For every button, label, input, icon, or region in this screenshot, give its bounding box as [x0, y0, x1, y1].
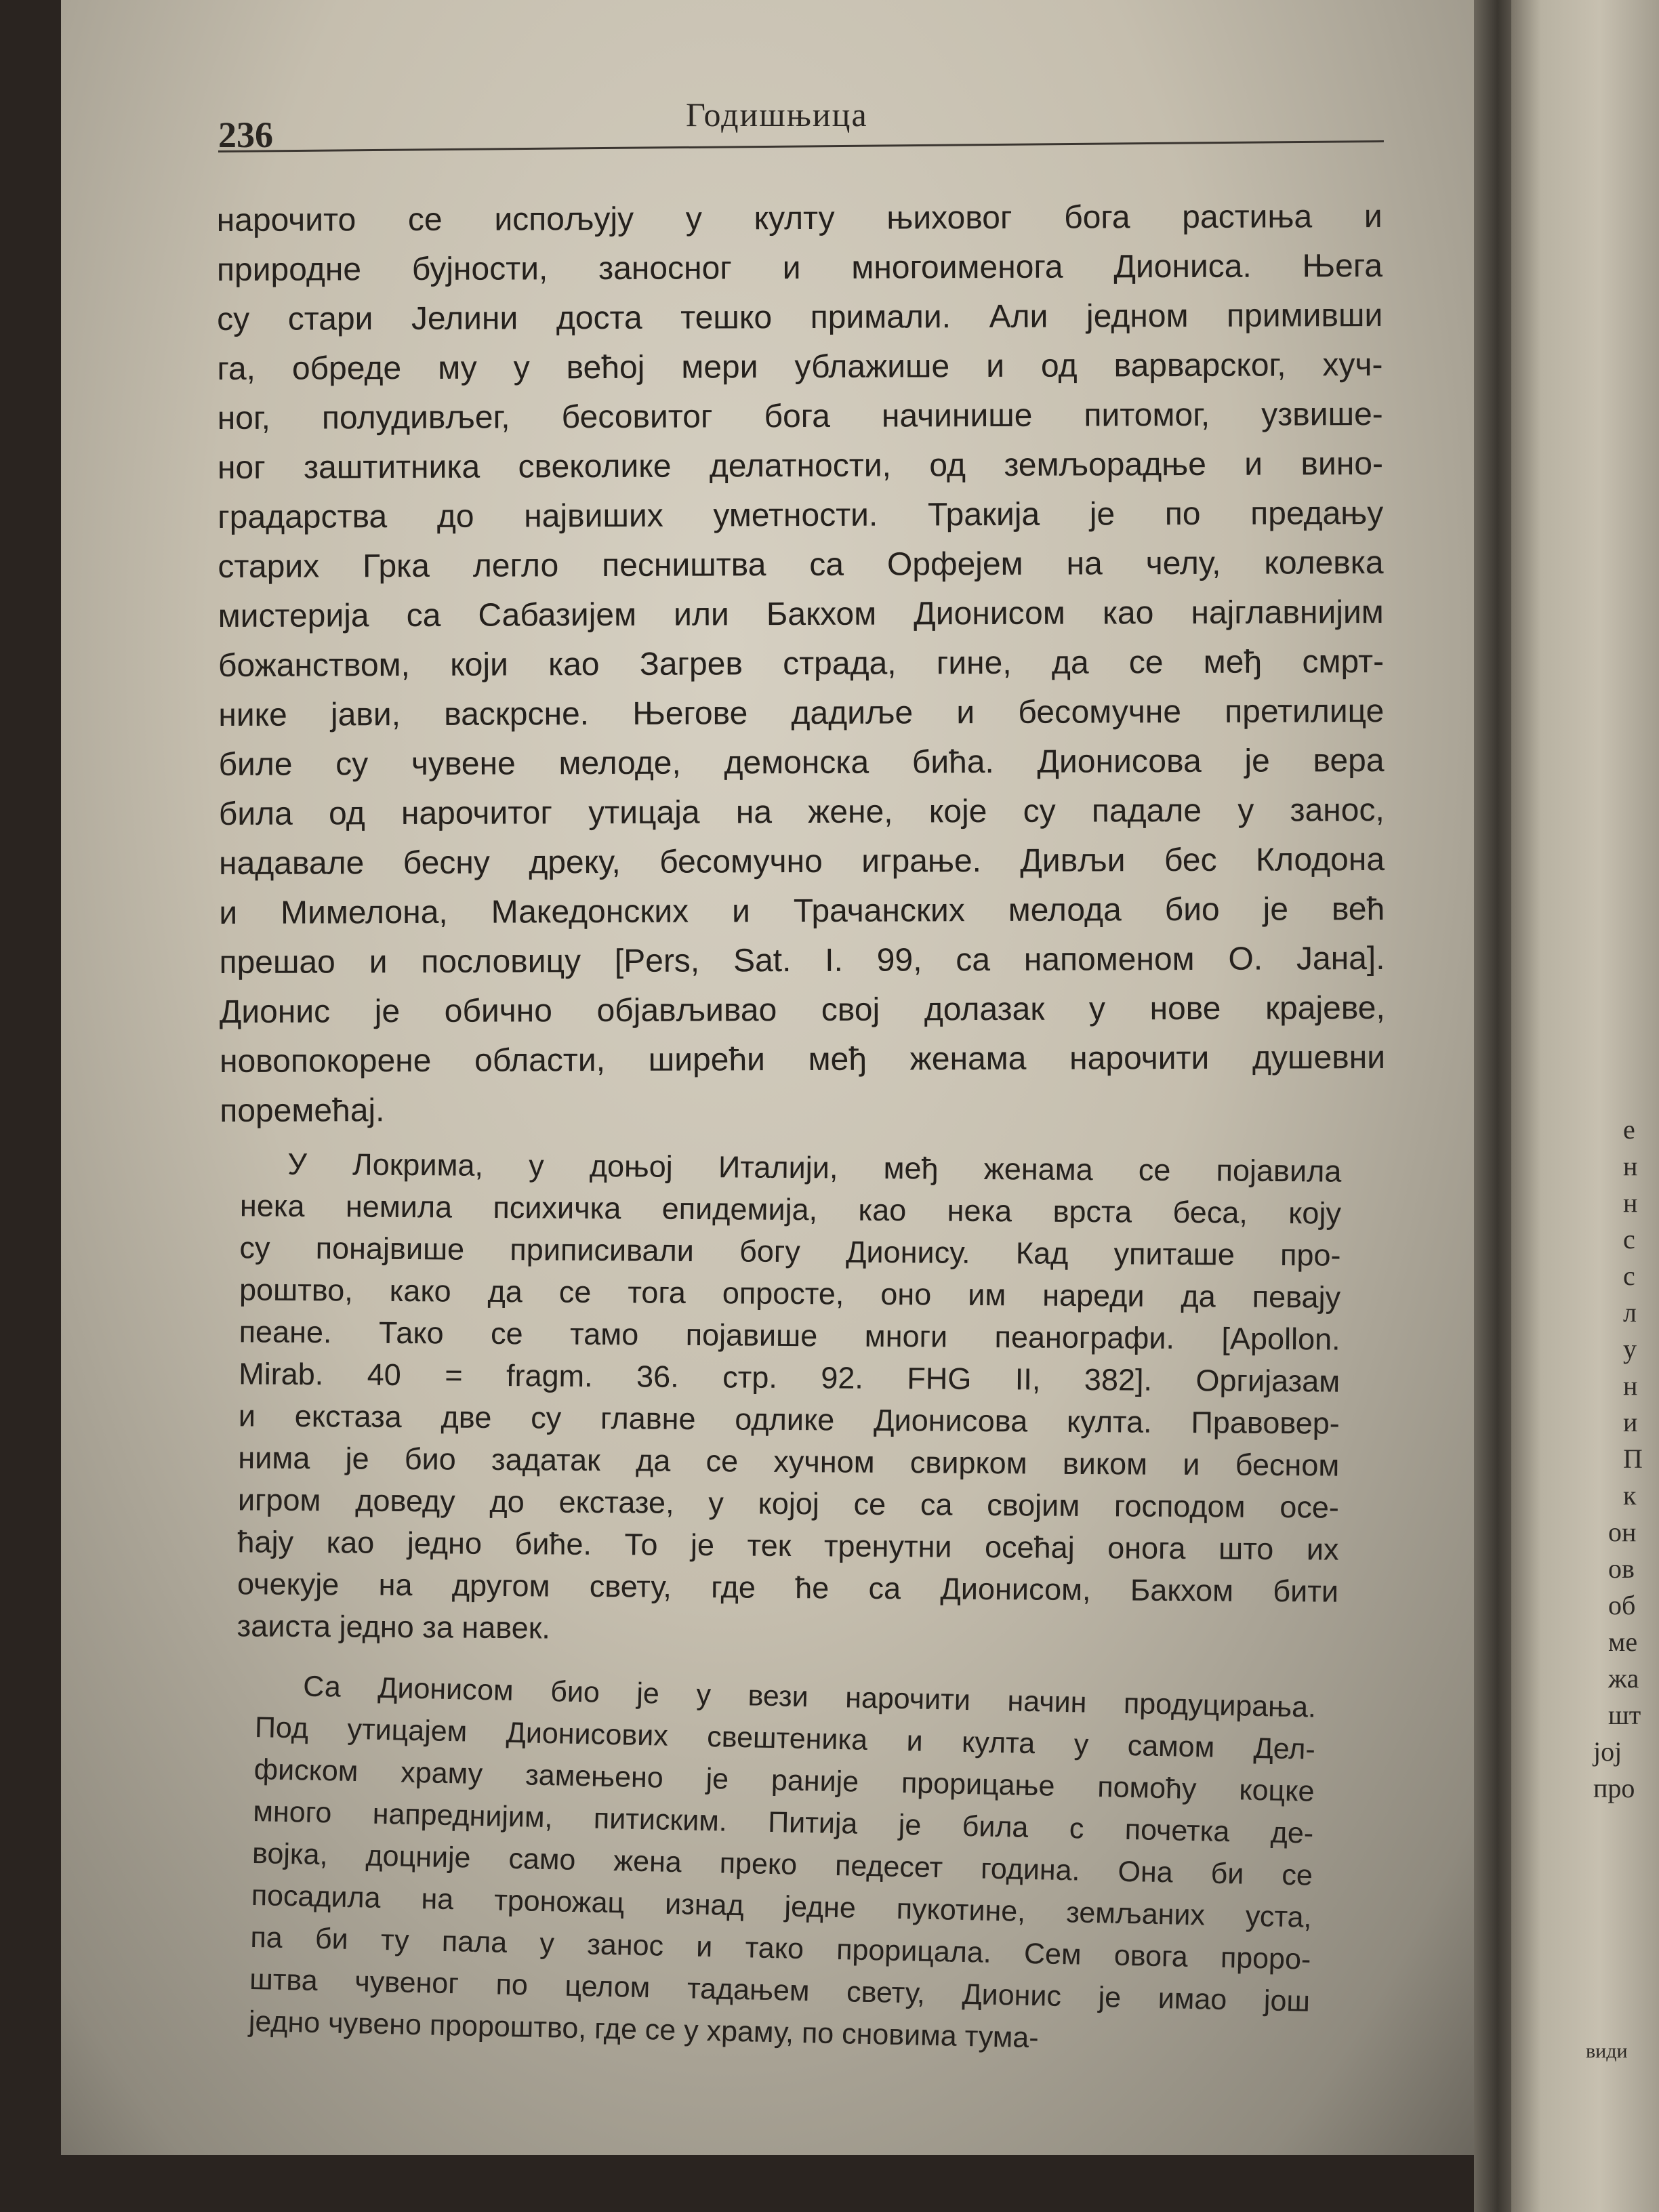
text-line: Mirab. 40 = fragm. 36. стр. 92. FHG II, 382]. Оргијазам	[239, 1356, 1340, 1399]
text-line: па би ту пала у занос и тако прорицала. Сем овога проро-	[250, 1921, 1311, 1976]
text-line: Под утицајем Дионисових свештеника и култа у самом Дел-	[254, 1711, 1316, 1766]
text-line: га, обреде му у већој мери ублажише и од варварског, хуч-	[217, 347, 1383, 388]
facing-page-fragment: к	[1623, 1480, 1637, 1511]
text-line: нима је био задатак да се хучном свирком виком и бесном	[238, 1440, 1340, 1483]
facing-page-fragment: н	[1623, 1151, 1638, 1181]
text-line: и екстаза две су главне одлике Дионисова култа. Правовер-	[238, 1398, 1340, 1441]
text-line: поремећај.	[220, 1092, 385, 1129]
text-line: пеане. Тако се тамо појавише многи пеанографи. [Apollon.	[239, 1314, 1340, 1357]
text-line: игром доведу до екстазе, у којој се са својим господом осе-	[237, 1482, 1340, 1525]
text-line: природне бујности, заносног и многоименога Диониса. Њега	[216, 248, 1383, 289]
text-line: ћају као једно биће. То је тек тренутни осећај онога што их	[237, 1524, 1339, 1567]
text-line: једно чувено пророштво, где се у храму, по сновима тума-	[248, 2005, 1040, 2055]
text-line: много напреднијим, питиским. Питија је била с почетка де-	[252, 1795, 1314, 1850]
facing-page-text-fragments	[1593, 1111, 1643, 1807]
text-line: нека немила психичка епидемија, као нека врста беса, коју	[239, 1188, 1342, 1231]
facing-page-fragment: об	[1608, 1590, 1636, 1620]
paragraph-3	[248, 1664, 1316, 2065]
paragraph-2	[237, 1143, 1341, 1654]
text-line: посадила на троножац изнад једне пукотине, земљаних уста,	[251, 1879, 1313, 1934]
facing-page-fragment: н	[1623, 1370, 1638, 1401]
facing-page-fragment: он	[1608, 1517, 1637, 1547]
text-line: Дионис је обично објављивао свој долазак у нове крајеве,	[219, 989, 1385, 1030]
text-line: прешао и пословицу [Pers, Sat. I. 99, са напоменом О. Јана].	[219, 940, 1385, 981]
facing-page-footer: види	[1586, 2040, 1628, 2062]
facing-page-fragment: јој	[1593, 1736, 1622, 1767]
text-line: ног заштитника свеколике делатности, од земљорадње и вино-	[217, 446, 1384, 487]
facing-page-fragment: шт	[1608, 1700, 1641, 1730]
facing-page-fragment: с	[1623, 1261, 1635, 1291]
text-line: фиском храму замењено је раније прорицање помоћу коцке	[253, 1753, 1315, 1808]
text-line: била од нарочитог утицаја на жене, које су падале у занос,	[218, 792, 1385, 833]
facing-page-fragment: про	[1593, 1773, 1635, 1803]
text-line: очекује на другом свету, где ће са Дионисом, Бакхом бити	[237, 1566, 1339, 1609]
text-line: надавале бесну дреку, бесомучно играње. Дивљи бес Клодона	[218, 841, 1385, 882]
facing-page-fragment: л	[1623, 1297, 1637, 1328]
text-line: градарства до највиших уметности. Тракија је по предању	[218, 495, 1384, 536]
facing-page-fragment: у	[1623, 1334, 1637, 1364]
text-line: божанством, који као Загрев страда, гине, да се међ смрт-	[218, 643, 1385, 684]
text-line: новопокорене области, ширећи међ женама нарочити душевни	[219, 1039, 1386, 1080]
text-line: и Мимелона, Македонских и Трачанских мелода био је већ	[219, 890, 1385, 931]
facing-page-fragment: ме	[1608, 1626, 1638, 1657]
paragraph-1	[217, 192, 1386, 1136]
facing-page-fragment: П	[1623, 1443, 1643, 1474]
text-line: су понајвише приписивали богу Дионису. Кад упиташе про-	[239, 1230, 1341, 1273]
text-line: роштво, како да се тога опросте, оно им нареди да певају	[239, 1272, 1341, 1315]
facing-page-fragment: и	[1623, 1407, 1638, 1437]
text-line: су стари Јелини доста тешко примали. Али једном примивши	[217, 298, 1383, 338]
facing-page-fragment: н	[1623, 1187, 1638, 1218]
header-rule	[218, 140, 1384, 152]
text-line: штва чувеног по целом тадањем свету, Дионис је имао још	[249, 1963, 1311, 2018]
text-line: нарочито се испољују у култу њиховог бога растиња и	[216, 199, 1382, 239]
facing-page-fragment: жа	[1608, 1663, 1639, 1694]
text-line: заиста једно за навек.	[237, 1608, 551, 1645]
facing-page-fragment: с	[1623, 1224, 1635, 1254]
page-number: 236	[218, 115, 273, 155]
facing-page-fragment: ов	[1608, 1553, 1635, 1584]
page-header	[218, 88, 1384, 156]
text-line: У Локрима, у доњој Италији, међ женама се појавила	[287, 1146, 1342, 1189]
text-line: нике јави, васкрсне. Његове дадиље и бесомучне претилице	[218, 693, 1385, 734]
text-line: старих Грка легло песништва са Орфејем на челу, колевка	[218, 544, 1384, 586]
text-line: биле су чувене мелоде, демонска бића. Дионисова је вера	[218, 742, 1385, 783]
text-line: Са Дионисом био је у вези нарочити начин продуцирања.	[302, 1670, 1317, 1724]
text-line: ног, полудивљег, бесовитог бога начинише питомог, узвише-	[217, 396, 1383, 437]
text-line: мистерија са Сабазијем или Бакхом Дионисом као најглавнијим	[218, 594, 1384, 635]
running-title: Годишњица	[686, 96, 868, 134]
right-book-page	[1511, 0, 1659, 2212]
facing-page-fragment: е	[1623, 1114, 1635, 1145]
text-line: војка, доцније само жена преко педесет година. Она би се	[251, 1837, 1313, 1892]
